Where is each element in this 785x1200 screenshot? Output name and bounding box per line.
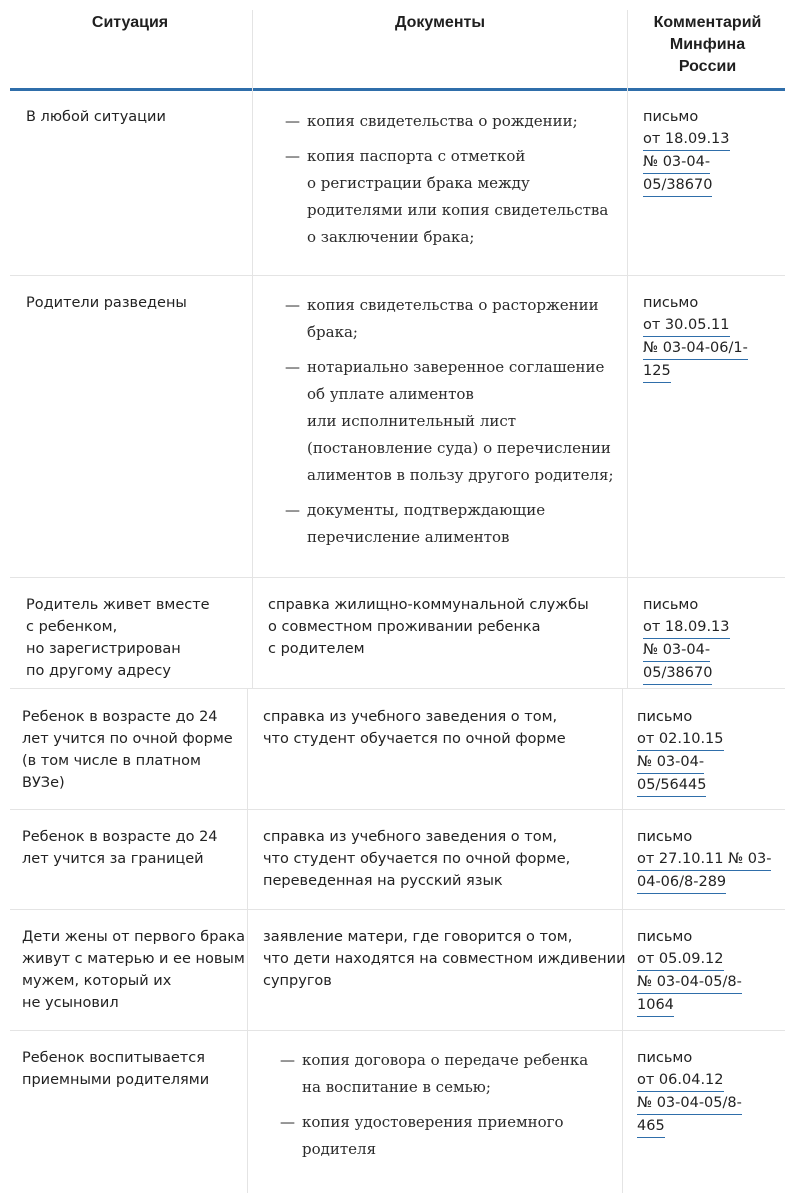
situation-line: Ребенок в возрасте до 24: [22, 829, 218, 845]
situation-line: ВУЗе): [22, 775, 65, 791]
row-divider: [10, 909, 785, 910]
document-item: — копия паспорта с отметкой о регистрации брака между родителями или копия свидетельства о заключении брака;: [285, 143, 608, 251]
documents-cell: [285, 292, 614, 559]
comment-cell: [637, 926, 742, 1017]
header-comment-line: Комментарий: [653, 14, 762, 31]
letter-link[interactable]: от 27.10.11 № 03-: [637, 848, 771, 871]
comment-cell: [637, 826, 771, 894]
column-divider: [247, 688, 248, 1193]
comment-cell: [637, 1047, 742, 1138]
letter-link[interactable]: 05/38670: [643, 662, 712, 685]
letter-link[interactable]: 05/56445: [637, 774, 706, 797]
header-documents: Документы: [395, 14, 485, 31]
situation-cell: [26, 594, 210, 682]
letter-link[interactable]: № 03-04-: [643, 151, 710, 174]
row-divider: [10, 809, 785, 810]
letter-link[interactable]: 1064: [637, 994, 674, 1017]
situation-line: (в том числе в платном: [22, 753, 201, 769]
comment-cell: [643, 594, 730, 685]
situation-line: Ребенок в возрасте до 24: [22, 709, 218, 725]
column-divider: [627, 10, 628, 688]
row-divider: [10, 577, 785, 578]
letter-link[interactable]: № 03-04-05/8-: [637, 971, 742, 994]
situation-line: приемными родителями: [22, 1072, 210, 1088]
situation-cell: [22, 826, 218, 870]
dash-bullet: —: [285, 358, 300, 376]
situation-cell: [22, 926, 245, 1014]
document-item: — копия свидетельства о рождении;: [285, 108, 608, 135]
situation-line: с ребенком,: [26, 619, 118, 635]
comment-cell: [637, 706, 724, 797]
comment-cell: [643, 292, 748, 383]
dash-bullet: —: [285, 112, 300, 130]
situation-line: но зарегистрирован: [26, 641, 181, 657]
document-item: — документы, подтверждающие перечисление алиментов: [285, 497, 614, 551]
documents-cell: [285, 108, 608, 259]
situation-line: Ребенок воспитывается: [22, 1050, 205, 1066]
row-divider: [10, 275, 785, 276]
letter-link[interactable]: от 05.09.12: [637, 948, 724, 971]
situation-line: В любой ситуации: [26, 109, 166, 125]
letter-link[interactable]: 04-06/8-289: [637, 871, 726, 894]
letter-link[interactable]: от 02.10.15: [637, 728, 724, 751]
letter-link[interactable]: от 30.05.11: [643, 314, 730, 337]
dash-bullet: —: [285, 501, 300, 519]
dash-bullet: —: [280, 1113, 295, 1131]
situation-line: по другому адресу: [26, 663, 171, 679]
letter-link[interactable]: № 03-04-: [643, 639, 710, 662]
letter-link[interactable]: № 03-04-06/1-: [643, 337, 748, 360]
letter-label: письмо: [637, 1050, 693, 1066]
column-divider: [252, 10, 253, 688]
header-comment-line: России: [678, 58, 737, 75]
dash-bullet: —: [285, 147, 300, 165]
letter-link[interactable]: от 18.09.13: [643, 616, 730, 639]
situation-line: лет учится по очной форме: [22, 731, 233, 747]
document-item: — копия договора о передаче ребенка на воспитание в семью;: [280, 1047, 588, 1101]
situation-line: живут с матерью и ее новым: [22, 951, 245, 967]
letter-label: письмо: [637, 709, 693, 725]
letter-label: письмо: [643, 295, 699, 311]
situation-line: мужем, который их: [22, 973, 172, 989]
situation-line: Дети жены от первого брака: [22, 929, 245, 945]
documents-cell: [280, 1047, 588, 1171]
letter-label: письмо: [637, 829, 693, 845]
situation-cell: [22, 1047, 209, 1091]
situation-line: лет учится за границей: [22, 851, 204, 867]
documents-cell: справка жилищно-коммунальной службы о совместном проживании ребенка с родителем: [268, 597, 589, 657]
situation-cell: [26, 292, 187, 314]
header-divider: [10, 88, 785, 91]
document-item: — копия свидетельства о расторжении брака;: [285, 292, 614, 346]
row-divider: [10, 688, 785, 689]
letter-link[interactable]: № 03-04-05/8-: [637, 1092, 742, 1115]
letter-label: письмо: [643, 597, 699, 613]
document-item: — нотариально заверенное соглашение об уплате алиментов или исполнительный лист (постановление суда) о перечислении алиментов в пользу другого родителя;: [285, 354, 614, 489]
dash-bullet: —: [285, 296, 300, 314]
letter-label: письмо: [637, 929, 693, 945]
header-comment-line: Минфина: [669, 36, 746, 53]
header-situation: Ситуация: [91, 14, 169, 31]
row-divider: [10, 1030, 785, 1031]
documents-cell: справка из учебного заведения о том, что студент обучается по очной форме, переведенная на русский язык: [263, 829, 571, 889]
situation-line: Родитель живет вместе: [26, 597, 210, 613]
documents-cell: заявление матери, где говорится о том, что дети находятся на совместном иждивении супругов: [263, 929, 626, 989]
letter-link[interactable]: 465: [637, 1115, 665, 1138]
letter-label: письмо: [643, 109, 699, 125]
comment-cell: [643, 106, 730, 197]
situation-line: Родители разведены: [26, 295, 187, 311]
table-header: [0, 0, 785, 90]
letter-link[interactable]: от 06.04.12: [637, 1069, 724, 1092]
header-comment: [640, 12, 775, 78]
documents-cell: справка из учебного заведения о том, что студент обучается по очной форме: [263, 709, 566, 747]
letter-link[interactable]: 125: [643, 360, 671, 383]
letter-link[interactable]: 05/38670: [643, 174, 712, 197]
letter-link[interactable]: № 03-04-: [637, 751, 704, 774]
situation-cell: [22, 706, 233, 794]
situation-cell: [26, 106, 166, 128]
dash-bullet: —: [280, 1051, 295, 1069]
situation-line: не усыновил: [22, 995, 119, 1011]
document-item: — копия удостоверения приемного родителя: [280, 1109, 588, 1163]
letter-link[interactable]: от 18.09.13: [643, 128, 730, 151]
